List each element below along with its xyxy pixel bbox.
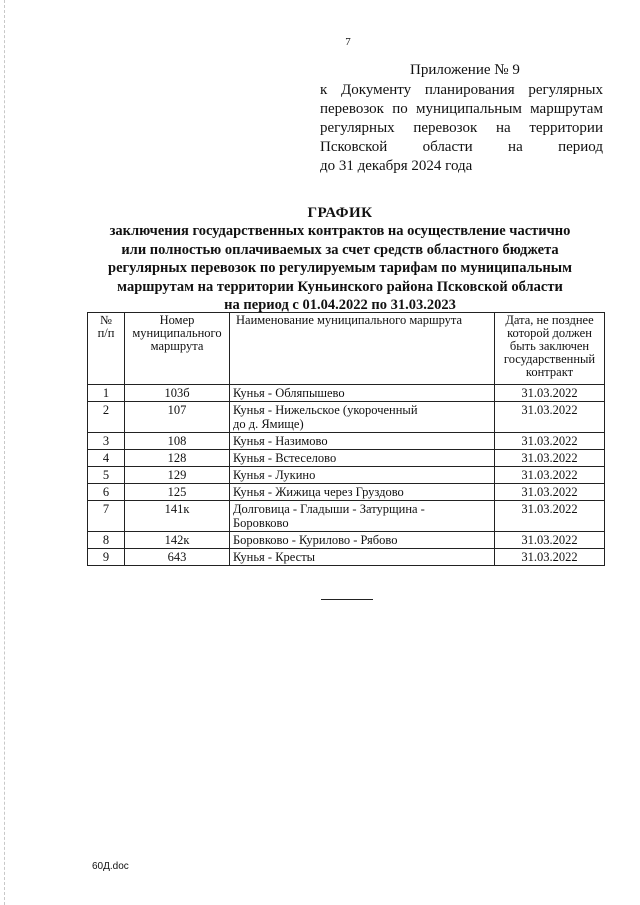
scan-edge-line bbox=[4, 0, 6, 905]
page-number: 7 bbox=[345, 36, 351, 48]
cell-route-number: 125 bbox=[125, 484, 230, 501]
schedule-table bbox=[87, 312, 605, 566]
cell-route-number: 107 bbox=[125, 402, 230, 433]
table-row bbox=[88, 467, 605, 484]
table-header-row bbox=[88, 313, 605, 385]
cell-route-number: 129 bbox=[125, 467, 230, 484]
heading-line: заключения государственных контрактов на осуществление частично bbox=[109, 223, 571, 239]
heading-title: ГРАФИК bbox=[307, 205, 373, 221]
cell-deadline-date: 31.03.2022 bbox=[495, 402, 605, 433]
header-route-number: Номер муниципального маршрута bbox=[125, 313, 230, 385]
annex-title: Приложение № 9 bbox=[410, 62, 520, 78]
cell-num: 9 bbox=[88, 549, 125, 566]
cell-route-name: Кунья - Жижица через Груздово bbox=[230, 484, 495, 501]
annex-line: до 31 декабря 2024 года bbox=[320, 158, 473, 174]
cell-num: 7 bbox=[88, 501, 125, 532]
cell-num: 1 bbox=[88, 385, 125, 402]
cell-deadline-date: 31.03.2022 bbox=[495, 450, 605, 467]
table-row bbox=[88, 433, 605, 450]
table-row bbox=[88, 549, 605, 566]
cell-num: 4 bbox=[88, 450, 125, 467]
header-deadline-date: Дата, не позднее которой должен быть заключен государственный контракт bbox=[495, 313, 605, 385]
table-row bbox=[88, 402, 605, 433]
cell-route-name: Кунья - Встеселово bbox=[230, 450, 495, 467]
cell-route-name: Долговица - Гладыши - Затурщина - Боровково bbox=[230, 501, 495, 532]
table-row bbox=[88, 484, 605, 501]
cell-deadline-date: 31.03.2022 bbox=[495, 385, 605, 402]
cell-num: 8 bbox=[88, 532, 125, 549]
cell-deadline-date: 31.03.2022 bbox=[495, 467, 605, 484]
cell-deadline-date: 31.03.2022 bbox=[495, 501, 605, 532]
cell-num: 6 bbox=[88, 484, 125, 501]
annex-line: Псковской области на период bbox=[320, 139, 603, 155]
annex-line: регулярных перевозок на территории bbox=[320, 120, 603, 136]
annex-line: перевозок по муниципальным маршрутам bbox=[320, 101, 603, 117]
cell-route-number: 141к bbox=[125, 501, 230, 532]
cell-route-name: Кунья - Назимово bbox=[230, 433, 495, 450]
cell-num: 3 bbox=[88, 433, 125, 450]
document-heading bbox=[80, 204, 600, 315]
cell-route-name: Кунья - Лукино bbox=[230, 467, 495, 484]
table-row bbox=[88, 532, 605, 549]
cell-deadline-date: 31.03.2022 bbox=[495, 433, 605, 450]
heading-line: маршрутам на территории Куньинского района Псковской области bbox=[117, 278, 563, 295]
heading-line: на период с 01.04.2022 по 31.03.2023 bbox=[224, 297, 456, 313]
cell-route-number: 103б bbox=[125, 385, 230, 402]
cell-route-name: Боровково - Курилово - Рябово bbox=[230, 532, 495, 549]
heading-line: или полностью оплачиваемых за счет средств областного бюджета bbox=[121, 241, 559, 258]
cell-route-number: 108 bbox=[125, 433, 230, 450]
cell-deadline-date: 31.03.2022 bbox=[495, 549, 605, 566]
table-row bbox=[88, 501, 605, 532]
heading-line: регулярных перевозок по регулируемым тарифам по муниципальным bbox=[108, 260, 572, 276]
cell-deadline-date: 31.03.2022 bbox=[495, 532, 605, 549]
annex-description bbox=[320, 81, 603, 176]
table-row bbox=[88, 450, 605, 467]
cell-num: 5 bbox=[88, 467, 125, 484]
header-num: № п/п bbox=[88, 313, 125, 385]
cell-num: 2 bbox=[88, 402, 125, 433]
cell-route-name: Кунья - Кресты bbox=[230, 549, 495, 566]
cell-route-name: Кунья - Нижельское (укороченный до д. Ямище) bbox=[230, 402, 495, 433]
footer-filename: 60Д.doc bbox=[92, 861, 129, 872]
cell-route-number: 142к bbox=[125, 532, 230, 549]
annex-line: к Документу планирования регулярных bbox=[320, 82, 603, 98]
cell-route-name: Кунья - Обляпышево bbox=[230, 385, 495, 402]
table-row bbox=[88, 385, 605, 402]
cell-deadline-date: 31.03.2022 bbox=[495, 484, 605, 501]
header-route-name: Наименование муниципального маршрута bbox=[230, 313, 495, 385]
cell-route-number: 643 bbox=[125, 549, 230, 566]
separator-line bbox=[321, 599, 373, 600]
cell-route-number: 128 bbox=[125, 450, 230, 467]
